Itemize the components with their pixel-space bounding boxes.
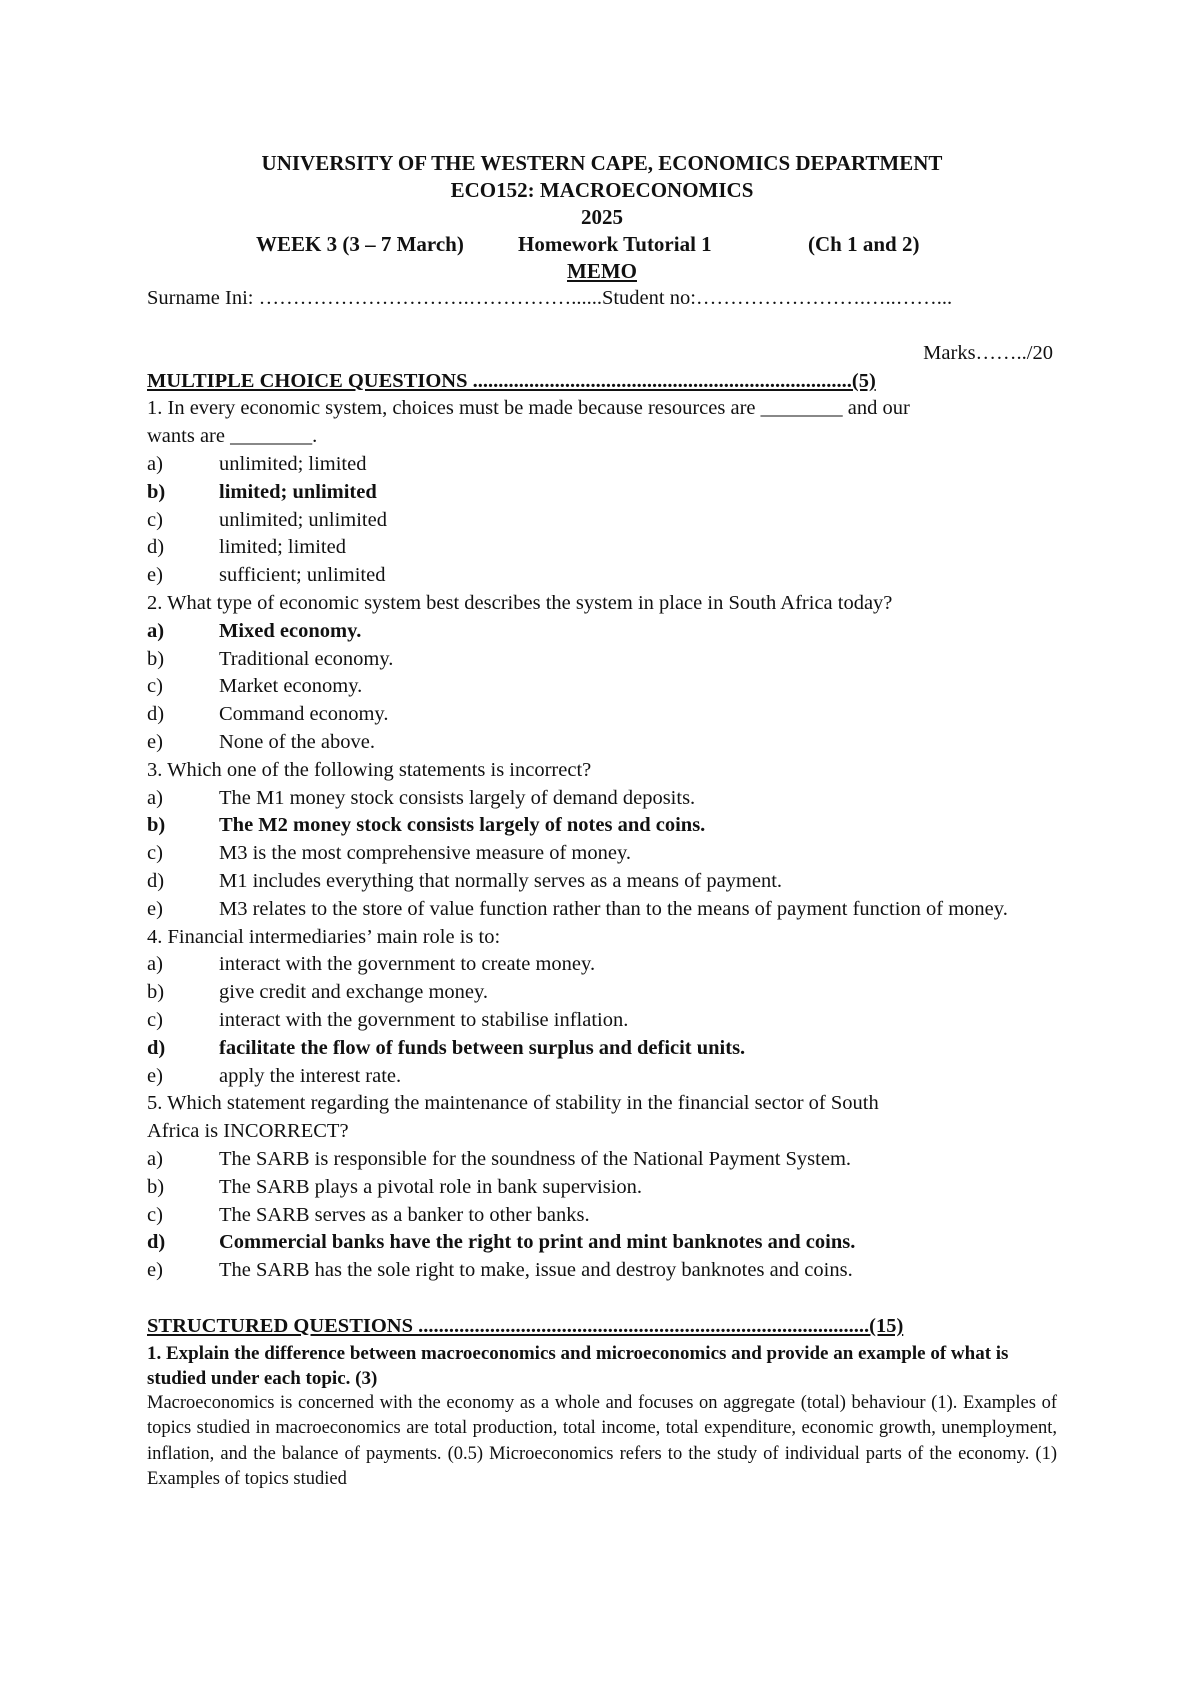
option-letter: d) [147,1231,166,1254]
q2-option-b [147,646,1057,674]
option-letter: d) [147,1036,166,1059]
q3-option-e [147,896,1057,924]
q1-option-c [147,507,1057,535]
q2-option-c [147,673,1057,701]
q2-option-e [147,729,1057,757]
student-details-line: Surname Ini: ………………………….……………......Student no:…………………….…..……... [147,287,953,309]
option-text: limited; unlimited [219,480,377,503]
option-letter: b) [147,981,165,1004]
document-content [147,150,1057,1493]
q2-option-d [147,701,1057,729]
option-letter: a) [147,786,163,809]
option-text: unlimited; limited [219,452,367,475]
q5-option-b [147,1174,1057,1202]
q5-option-a [147,1146,1057,1174]
option-letter: e) [147,564,163,587]
q1-option-d [147,534,1057,562]
q4-option-a [147,951,1057,979]
option-text: The SARB serves as a banker to other banks. [219,1203,590,1226]
option-text: M1 includes everything that normally serves as a means of payment. [219,869,783,892]
q3-option-d [147,868,1057,896]
option-letter: a) [147,452,163,475]
marks-total: Marks……../20 [923,341,1053,364]
option-letter: b) [147,647,165,670]
q3-option-c [147,840,1057,868]
week-label: WEEK 3 (3 – 7 March) [256,232,464,256]
option-text: interact with the government to stabilise inflation. [219,1008,629,1031]
option-text: Traditional economy. [219,647,394,670]
option-text: The M2 money stock consists largely of notes and coins. [219,814,706,837]
option-text: M3 relates to the store of value function rather than to the means of payment function of money. [219,897,1008,920]
option-letter: c) [147,1203,163,1226]
option-letter: e) [147,730,163,753]
q1-option-a [147,451,1057,479]
tutorial-label: Homework Tutorial 1 [518,232,712,256]
option-letter: d) [147,703,165,726]
q1-option-e [147,562,1057,590]
q4-option-d-answer [147,1035,1057,1063]
q2-option-a-answer [147,618,1057,646]
question-5-stem-cont: Africa is INCORRECT? [147,1120,349,1143]
structured-question-1-answer: Macroeconomics is concerned with the economy as a whole and focuses on aggregate (total) behaviour (1). Examples of topics studied in macroeconomics are total production, total income, total expenditure, economic growth, unemployment, inflation, and the balance of payments. (0.5) Microeconomics refers to the study of individual parts of the economy. (1) Examples of topics studied [147,1392,1057,1490]
option-text: facilitate the flow of funds between surplus and deficit units. [219,1036,746,1059]
q4-option-b [147,979,1057,1007]
option-letter: e) [147,897,163,920]
option-text: apply the interest rate. [219,1064,402,1087]
option-text: give credit and exchange money. [219,981,489,1004]
option-text: The M1 money stock consists largely of demand deposits. [219,786,696,809]
option-text: The SARB plays a pivotal role in bank supervision. [219,1175,643,1198]
option-letter: c) [147,675,163,698]
option-letter: e) [147,1259,163,1282]
option-text: Mixed economy. [219,619,362,642]
option-text: M3 is the most comprehensive measure of money. [219,842,631,865]
chapters-label: (Ch 1 and 2) [808,232,920,256]
option-text: None of the above. [219,730,375,753]
option-text: The SARB is responsible for the soundness of the National Payment System. [219,1147,852,1170]
year: 2025 [581,205,623,229]
question-3-stem: 3. Which one of the following statements is incorrect? [147,758,592,781]
course-title: ECO152: MACROECONOMICS [450,178,754,202]
question-1-stem-cont: wants are ________. [147,425,318,448]
option-text: Commercial banks have the right to print and mint banknotes and coins. [219,1231,856,1254]
option-letter: d) [147,536,165,559]
option-text: Command economy. [219,703,389,726]
question-4-stem: 4. Financial intermediaries’ main role is to: [147,925,501,948]
option-letter: e) [147,1064,163,1087]
section-spacer [147,1285,1057,1313]
option-letter: a) [147,953,163,976]
option-letter: b) [147,1175,165,1198]
q1-option-b-answer [147,479,1057,507]
option-letter: c) [147,508,163,531]
q3-option-a [147,785,1057,813]
option-text: unlimited; unlimited [219,508,387,531]
structured-question-1-title: 1. Explain the difference between macroeconomics and microeconomics and provide an example of what is studied under each topic. (3) [147,1342,1009,1389]
question-1-stem: 1. In every economic system, choices must be made because resources are ________ and our [147,397,910,420]
question-2-stem: 2. What type of economic system best describes the system in place in South Africa today? [147,591,893,614]
university-title: UNIVERSITY OF THE WESTERN CAPE, ECONOMICS DEPARTMENT [261,151,943,175]
option-text: The SARB has the sole right to make, issue and destroy banknotes and coins. [219,1259,853,1282]
q5-option-d-answer [147,1229,1057,1257]
option-letter: b) [147,814,166,837]
q4-option-e [147,1063,1057,1091]
q5-option-c [147,1202,1057,1230]
question-5-stem: 5. Which statement regarding the maintenance of stability in the financial sector of South [147,1092,879,1115]
option-text: interact with the government to create money. [219,953,596,976]
q5-option-e [147,1257,1057,1285]
q3-option-b-answer [147,812,1057,840]
week-line [147,231,1057,258]
option-letter: a) [147,619,165,642]
option-text: limited; limited [219,536,346,559]
structured-heading: STRUCTURED QUESTIONS ........................................................................................(15) [147,1314,904,1337]
option-text: Market economy. [219,675,363,698]
option-letter: d) [147,869,165,892]
option-letter: a) [147,1147,163,1170]
mcq-heading: MULTIPLE CHOICE QUESTIONS ..........................................................................(5) [147,369,876,392]
option-text: sufficient; unlimited [219,564,386,587]
memo-title: MEMO [567,259,637,283]
q4-option-c [147,1007,1057,1035]
option-letter: c) [147,1008,163,1031]
option-letter: b) [147,480,166,503]
option-letter: c) [147,842,163,865]
